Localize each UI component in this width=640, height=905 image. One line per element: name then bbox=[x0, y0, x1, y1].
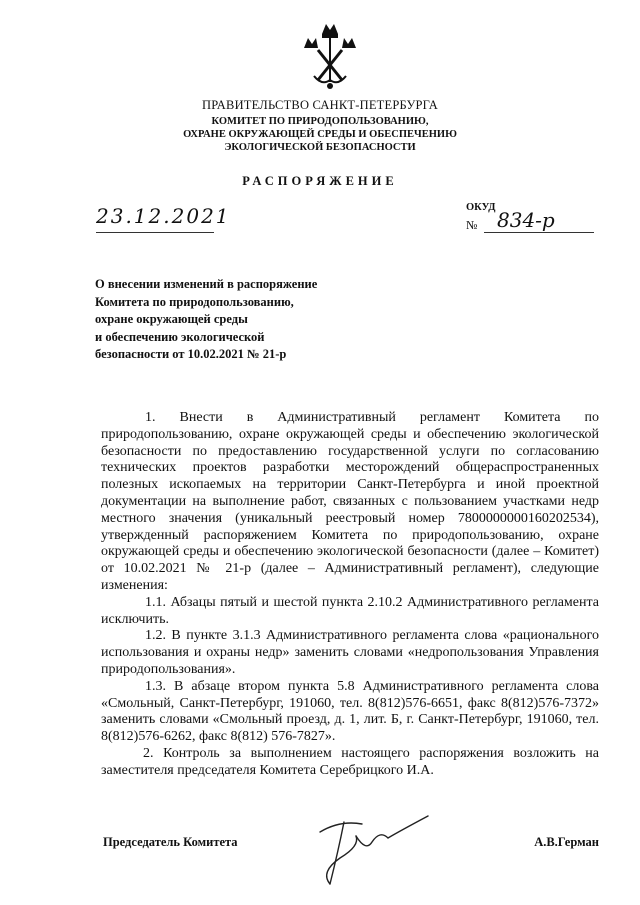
body-paragraph-1-2: 1.2. В пункте 3.1.3 Административного регламента слова «рационального использования и охраны недр» заменить словами «недропользования Управления природопользования». bbox=[101, 628, 599, 677]
saint-petersburg-emblem-icon bbox=[300, 20, 360, 92]
date-underline bbox=[96, 232, 214, 233]
subject-line: Комитета по природопользованию, bbox=[95, 294, 294, 309]
number-underline bbox=[484, 232, 594, 233]
body-paragraph-1-1: 1.1. Абзацы пятый и шестой пункта 2.10.2 Административного регламента исключить. bbox=[101, 594, 599, 627]
signer-name: А.В.Герман bbox=[534, 835, 599, 849]
handwritten-date: 23.12.2021 bbox=[96, 204, 231, 228]
body-paragraph-1: 1. Внести в Административный регламент Комитета по природопользованию, охране окружающей среды и обеспечению экологической безопасности по предоставлению государственной услуги по согласованию технических проектов разработки месторождений общераспространенных полезных ископаемых на территории Санкт-Петербурга и иной проектной документации на выполнение работ, связанных с пользованием участками недр местного значения (уникальный реестровый номер 7800000000160202534), утвержденный распоряжением Комитета по природопользованию, охране окружающей среды и обеспечению экологической безопасности (далее – Комитет) от 10.02.2021 № 21-р (далее – Административный регламент), следующие изменения: bbox=[101, 410, 599, 593]
body-paragraph-2: 2. Контроль за выполнением настоящего распоряжения возложить на заместителя председателя Комитета Серебрицкого И.А. bbox=[101, 745, 599, 778]
handwritten-number: 834-р bbox=[497, 208, 555, 232]
committee-name-line-2: ОХРАНЕ ОКРУЖАЮЩЕЙ СРЕДЫ И ОБЕСПЕЧЕНИЮ bbox=[183, 129, 457, 140]
document-title: РАСПОРЯЖЕНИЕ bbox=[242, 174, 398, 188]
government-name: ПРАВИТЕЛЬСТВО САНКТ-ПЕТЕРБУРГА bbox=[202, 98, 438, 112]
document-body bbox=[101, 410, 599, 780]
signer-title: Председатель Комитета bbox=[103, 835, 238, 849]
subject-line: и обеспечению экологической bbox=[95, 329, 265, 344]
number-sign: № bbox=[466, 218, 478, 232]
document-subject bbox=[95, 276, 415, 364]
body-paragraph-1-3: 1.3. В абзаце втором пункта 5.8 Административного регламента слова «Смольный, Санкт-Петербург, 191060, тел. 8(812)576-6651, факс 8(812)576-7372» заменить словами «Смольный проезд, д. 1, лит. Б, г. Санкт-Петербург, 191060, тел. 8(812)576-6262, факс 8(812) 576-7827». bbox=[101, 678, 599, 745]
okud-label: ОКУД bbox=[466, 202, 496, 213]
subject-line: О внесении изменений в распоряжение bbox=[95, 277, 318, 291]
committee-name-line-3: ЭКОЛОГИЧЕСКОЙ БЕЗОПАСНОСТИ bbox=[224, 142, 416, 153]
committee-name-line-1: КОМИТЕТ ПО ПРИРОДОПОЛЬЗОВАНИЮ, bbox=[211, 116, 429, 127]
subject-line: охране окружающей среды bbox=[95, 312, 248, 326]
subject-line: безопасности от 10.02.2021 № 21-р bbox=[95, 347, 287, 361]
